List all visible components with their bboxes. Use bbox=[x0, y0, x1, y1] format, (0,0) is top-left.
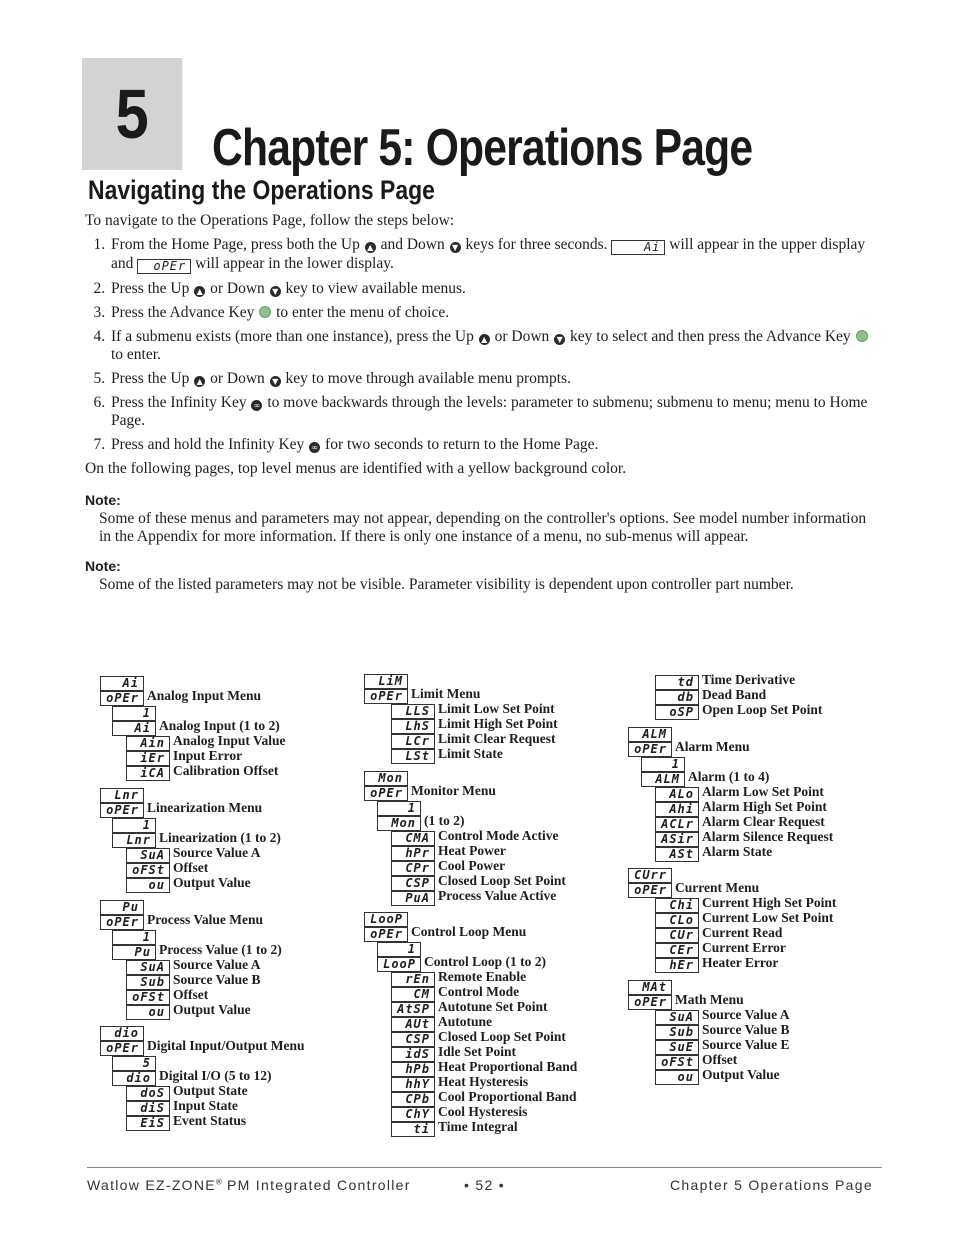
lcd-code-box: idS bbox=[391, 1047, 435, 1062]
step-item bbox=[109, 394, 875, 430]
menu-item-label: Offset bbox=[173, 987, 209, 1002]
menu-item bbox=[391, 843, 506, 858]
lcd-code-box: dio bbox=[100, 1026, 144, 1041]
menu-item-label: Input Error bbox=[173, 748, 243, 763]
menu-item bbox=[126, 1098, 238, 1113]
lcd-code-box: CSP bbox=[391, 1032, 435, 1047]
menu-item-label: Offset bbox=[173, 860, 209, 875]
step-text: From the Home Page, press both the Up bbox=[111, 236, 364, 253]
note-text: Some of these menus and parameters may not appear, depending on the controller's options. See model number information in the Appendix for more information. If there is only one instance of a menu, no sub-menus will appear. bbox=[99, 510, 867, 545]
lcd-code-box: oPEr bbox=[100, 1041, 144, 1056]
lcd-code-box: ACLr bbox=[655, 817, 699, 832]
lcd-code-box: CPr bbox=[391, 861, 435, 876]
menu-item bbox=[126, 733, 286, 748]
lcd-code-box: CPb bbox=[391, 1092, 435, 1107]
chapter-number: 5 bbox=[82, 58, 182, 170]
step-text: or Down bbox=[206, 370, 269, 387]
lcd-code-box: CEr bbox=[655, 943, 699, 958]
menu-item bbox=[126, 987, 208, 1002]
menu-item-label: Heater Error bbox=[702, 955, 779, 970]
registered-mark: ® bbox=[215, 1177, 222, 1187]
lcd-code-box: Mon bbox=[377, 816, 421, 831]
menu-item bbox=[100, 1023, 147, 1038]
menu-item bbox=[112, 942, 282, 957]
lcd-code-box: oPEr bbox=[628, 883, 672, 898]
lcd-code-box: MAt bbox=[628, 980, 672, 995]
lcd-code-box: dio bbox=[112, 1071, 156, 1086]
menu-item bbox=[628, 977, 675, 992]
menu-item bbox=[655, 829, 833, 844]
menu-item-label: Cool Hysteresis bbox=[438, 1104, 528, 1119]
lcd-code-box: oPEr bbox=[364, 689, 408, 704]
lcd-code-box: 1 bbox=[112, 706, 156, 721]
menu-item-label: Heat Hysteresis bbox=[438, 1074, 529, 1089]
step-text: to enter the menu of choice. bbox=[272, 304, 450, 321]
lcd-code-box: 1 bbox=[377, 801, 421, 816]
menu-item-label: Closed Loop Set Point bbox=[438, 1029, 566, 1044]
menu-item-label: Control Mode Active bbox=[438, 828, 559, 843]
menu-item bbox=[391, 1059, 577, 1074]
lcd-code-box: iEr bbox=[126, 751, 170, 766]
menu-item-label: Process Value Active bbox=[438, 888, 557, 903]
menu-item-label: Alarm Clear Request bbox=[702, 814, 825, 829]
up-arrow-key-icon: ▲ bbox=[194, 286, 205, 297]
lcd-code-box: Ai bbox=[112, 721, 156, 736]
lcd-code-box: 5 bbox=[112, 1056, 156, 1071]
menu-item-label: Process Value Menu bbox=[147, 912, 264, 927]
menu-item bbox=[391, 828, 558, 843]
menu-item-label: (1 to 2) bbox=[424, 813, 465, 828]
menu-item bbox=[655, 895, 836, 910]
menu-item bbox=[655, 1052, 737, 1067]
menu-item bbox=[391, 1104, 527, 1119]
note-heading: Note: bbox=[85, 558, 121, 574]
lcd-code-box: 1 bbox=[377, 942, 421, 957]
step-item bbox=[109, 370, 875, 388]
advance-key-icon bbox=[856, 330, 868, 342]
menu-item bbox=[364, 686, 480, 701]
menu-item bbox=[100, 673, 147, 688]
lcd-code-box: Sub bbox=[655, 1025, 699, 1040]
lcd-code-box: hPr bbox=[391, 846, 435, 861]
menu-item bbox=[655, 925, 782, 940]
lcd-code-box: diS bbox=[126, 1101, 170, 1116]
menu-item bbox=[641, 754, 688, 769]
intro-text: To navigate to the Operations Page, follow the steps below: bbox=[85, 212, 455, 229]
menu-item-label: Limit High Set Point bbox=[438, 716, 558, 731]
menu-item bbox=[364, 909, 411, 924]
menu-item bbox=[391, 1119, 518, 1134]
menu-item bbox=[391, 873, 566, 888]
step-text: or Down bbox=[206, 280, 269, 297]
step-text: to enter. bbox=[111, 346, 161, 363]
menu-item bbox=[628, 724, 675, 739]
lcd-code-box: CM bbox=[391, 987, 435, 1002]
menu-item bbox=[655, 940, 786, 955]
step-item bbox=[109, 280, 875, 298]
step-text: for two seconds to return to the Home Page. bbox=[321, 436, 599, 453]
menu-item bbox=[391, 1029, 566, 1044]
menu-item bbox=[126, 748, 242, 763]
menu-item bbox=[377, 813, 465, 828]
step-text: If a submenu exists (more than one instance), press the Up bbox=[111, 328, 478, 345]
menu-item bbox=[364, 924, 526, 939]
menu-item bbox=[641, 769, 769, 784]
lcd-code-box: ti bbox=[391, 1122, 435, 1137]
lcd-code-box: ou bbox=[126, 878, 170, 893]
menu-item-label: Output State bbox=[173, 1083, 248, 1098]
lcd-code-box: hhY bbox=[391, 1077, 435, 1092]
menu-item bbox=[126, 957, 261, 972]
lcd-code-box: oPEr bbox=[628, 742, 672, 757]
menu-item bbox=[112, 927, 159, 942]
lcd-code-box: hEr bbox=[655, 958, 699, 973]
menu-item-label: Offset bbox=[702, 1052, 738, 1067]
menu-item bbox=[655, 702, 822, 717]
lcd-code-box: Sub bbox=[126, 975, 170, 990]
step-text: or Down bbox=[490, 328, 554, 345]
lcd-code-box: oPEr bbox=[364, 927, 408, 942]
lcd-code-box: td bbox=[655, 675, 699, 690]
lcd-code-box: oSP bbox=[655, 705, 699, 720]
menu-item bbox=[391, 969, 526, 984]
menu-item bbox=[377, 954, 546, 969]
menu-item-label: Current Error bbox=[702, 940, 786, 955]
up-arrow-key-icon: ▲ bbox=[194, 376, 205, 387]
menu-item bbox=[100, 912, 263, 927]
up-arrow-key-icon: ▲ bbox=[479, 334, 490, 345]
infinity-key-icon: ∞ bbox=[251, 400, 262, 411]
menu-item bbox=[655, 814, 825, 829]
menu-item bbox=[112, 815, 159, 830]
footer-product-suffix: PM Integrated Controller bbox=[221, 1177, 411, 1193]
menu-item-label: Remote Enable bbox=[438, 969, 527, 984]
menu-item-label: Source Value B bbox=[702, 1022, 790, 1037]
menu-item bbox=[391, 984, 519, 999]
footer-product bbox=[87, 1177, 411, 1193]
menu-item bbox=[100, 897, 147, 912]
menu-item bbox=[391, 746, 503, 761]
menu-item-label: Analog Input Menu bbox=[147, 688, 262, 703]
menu-item-label: Control Loop (1 to 2) bbox=[424, 954, 547, 969]
lcd-code-box: oFSt bbox=[126, 863, 170, 878]
menu-item-label: Current High Set Point bbox=[702, 895, 837, 910]
steps-list bbox=[85, 236, 875, 454]
step-text: key to view available menus. bbox=[281, 280, 466, 297]
lcd-code-box: CUr bbox=[655, 928, 699, 943]
lcd-code-box: LSt bbox=[391, 749, 435, 764]
menu-item-label: Monitor Menu bbox=[411, 783, 496, 798]
menu-item-label: Closed Loop Set Point bbox=[438, 873, 566, 888]
lcd-code-box: Ain bbox=[126, 736, 170, 751]
menu-item-label: Alarm Low Set Point bbox=[702, 784, 824, 799]
lcd-code-box: CMA bbox=[391, 831, 435, 846]
lcd-code-box: Mon bbox=[364, 771, 408, 786]
menu-item bbox=[112, 718, 280, 733]
menu-item bbox=[655, 687, 766, 702]
lcd-code-box: hPb bbox=[391, 1062, 435, 1077]
menu-item-label: Time Derivative bbox=[702, 672, 796, 687]
note-heading: Note: bbox=[85, 492, 121, 508]
lcd-display-code: oPEr bbox=[137, 259, 191, 274]
menu-item bbox=[628, 992, 744, 1007]
menu-item bbox=[100, 688, 261, 703]
menu-item-label: Alarm (1 to 4) bbox=[688, 769, 770, 784]
menu-item bbox=[126, 972, 261, 987]
menu-item-label: Heat Power bbox=[438, 843, 506, 858]
menu-item bbox=[377, 939, 424, 954]
menu-item-label: Source Value A bbox=[702, 1007, 790, 1022]
lcd-code-box: oFSt bbox=[655, 1055, 699, 1070]
menu-item bbox=[655, 784, 824, 799]
menu-item bbox=[126, 1002, 251, 1017]
lcd-display-code: Ai bbox=[611, 240, 665, 255]
footer-chapter: Chapter 5 Operations Page bbox=[670, 1177, 873, 1193]
lcd-code-box: oPEr bbox=[628, 995, 672, 1010]
menu-item-label: Control Mode bbox=[438, 984, 520, 999]
menu-item bbox=[112, 1068, 272, 1083]
section-title: Navigating the Operations Page bbox=[88, 175, 435, 205]
menu-item-label: Control Loop Menu bbox=[411, 924, 527, 939]
step-text: will appear in the lower display. bbox=[191, 255, 394, 272]
menu-item-label: Alarm State bbox=[702, 844, 773, 859]
note-text: Some of the listed parameters may not be visible. Parameter visibility is dependent upon controller part number. bbox=[99, 576, 794, 593]
menu-item bbox=[655, 1007, 790, 1022]
lcd-code-box: Pu bbox=[100, 900, 144, 915]
menu-item bbox=[391, 858, 505, 873]
menu-item bbox=[100, 1038, 305, 1053]
menu-item bbox=[655, 1037, 790, 1052]
menu-item-label: Alarm Silence Request bbox=[702, 829, 834, 844]
menu-item bbox=[655, 1022, 790, 1037]
step-text: Press the Infinity Key bbox=[111, 394, 251, 411]
menu-item bbox=[126, 875, 251, 890]
lcd-code-box: ASt bbox=[655, 847, 699, 862]
menu-item bbox=[391, 1074, 528, 1089]
menu-item-label: Process Value (1 to 2) bbox=[159, 942, 282, 957]
infinity-key-icon: ∞ bbox=[309, 442, 320, 453]
menu-item-label: Cool Power bbox=[438, 858, 506, 873]
lcd-code-box: LhS bbox=[391, 719, 435, 734]
menu-item bbox=[391, 1014, 492, 1029]
lcd-code-box: CUrr bbox=[628, 868, 672, 883]
lcd-code-box: AtSP bbox=[391, 1002, 435, 1017]
lcd-code-box: SuA bbox=[655, 1010, 699, 1025]
body-text bbox=[85, 212, 875, 606]
lcd-code-box: LooP bbox=[377, 957, 421, 972]
menu-item bbox=[628, 739, 750, 754]
lcd-code-box: CLo bbox=[655, 913, 699, 928]
menu-item bbox=[628, 865, 675, 880]
menu-item-label: Analog Input Value bbox=[173, 733, 286, 748]
lcd-code-box: Chi bbox=[655, 898, 699, 913]
step-text: key to select and then press the Advance Key bbox=[566, 328, 855, 345]
lcd-code-box: db bbox=[655, 690, 699, 705]
menu-item bbox=[126, 1083, 248, 1098]
menu-item-label: Source Value E bbox=[702, 1037, 790, 1052]
menu-item bbox=[100, 785, 147, 800]
menu-item-label: Analog Input (1 to 2) bbox=[159, 718, 280, 733]
menu-item bbox=[628, 880, 759, 895]
menu-item-label: Heat Proportional Band bbox=[438, 1059, 578, 1074]
menu-item-label: Autotune Set Point bbox=[438, 999, 548, 1014]
menu-item-label: Alarm High Set Point bbox=[702, 799, 827, 814]
advance-key-icon bbox=[259, 306, 271, 318]
menu-item bbox=[655, 672, 795, 687]
lcd-code-box: Lnr bbox=[112, 833, 156, 848]
menu-item-label: Source Value B bbox=[173, 972, 261, 987]
menu-item bbox=[391, 1044, 516, 1059]
menu-item bbox=[655, 955, 778, 970]
lcd-code-box: Pu bbox=[112, 945, 156, 960]
lcd-code-box: LLS bbox=[391, 704, 435, 719]
menu-item-label: Idle Set Point bbox=[438, 1044, 517, 1059]
lcd-code-box: PuA bbox=[391, 891, 435, 906]
lcd-code-box: doS bbox=[126, 1086, 170, 1101]
menu-item-label: Limit Clear Request bbox=[438, 731, 556, 746]
menu-item-label: Linearization (1 to 2) bbox=[159, 830, 281, 845]
menu-item bbox=[126, 763, 278, 778]
lcd-code-box: oPEr bbox=[100, 691, 144, 706]
step-text: and Down bbox=[376, 236, 449, 253]
menu-item-label: Output Value bbox=[702, 1067, 780, 1082]
footer-divider bbox=[87, 1167, 882, 1168]
lcd-code-box: SuA bbox=[126, 960, 170, 975]
after-text: On the following pages, top level menus are identified with a yellow background color. bbox=[85, 460, 627, 477]
menu-item bbox=[391, 701, 555, 716]
menu-item bbox=[112, 830, 281, 845]
menu-item-label: Source Value A bbox=[173, 845, 261, 860]
menu-item bbox=[391, 1089, 577, 1104]
menu-item bbox=[655, 910, 833, 925]
menu-item bbox=[126, 860, 208, 875]
lcd-code-box: ASir bbox=[655, 832, 699, 847]
menu-item bbox=[391, 888, 556, 903]
step-text: Press and hold the Infinity Key bbox=[111, 436, 309, 453]
lcd-code-box: iCA bbox=[126, 766, 170, 781]
lcd-code-box: oPEr bbox=[100, 803, 144, 818]
menu-item-label: Dead Band bbox=[702, 687, 767, 702]
footer-product-name: Watlow EZ-ZONE bbox=[87, 1177, 216, 1193]
step-text: Press the Advance Key bbox=[111, 304, 259, 321]
menu-item-label: Source Value A bbox=[173, 957, 261, 972]
lcd-code-box: EiS bbox=[126, 1116, 170, 1131]
menu-item-label: Digital Input/Output Menu bbox=[147, 1038, 305, 1053]
menu-item-label: Calibration Offset bbox=[173, 763, 279, 778]
lcd-code-box: ALM bbox=[641, 772, 685, 787]
lcd-code-box: oPEr bbox=[100, 915, 144, 930]
lcd-code-box: CSP bbox=[391, 876, 435, 891]
step-text: Press the Up bbox=[111, 280, 194, 297]
step-item bbox=[109, 236, 875, 274]
lcd-code-box: oFSt bbox=[126, 990, 170, 1005]
step-text: to move backwards through the levels: parameter to submenu; submenu to menu; menu to Home Page. bbox=[111, 394, 868, 429]
step-text: Press the Up bbox=[111, 370, 194, 387]
menu-item bbox=[100, 800, 262, 815]
step-item bbox=[109, 436, 875, 454]
down-arrow-key-icon: ▼ bbox=[554, 334, 565, 345]
lcd-code-box: LiM bbox=[364, 674, 408, 689]
lcd-code-box: rEn bbox=[391, 972, 435, 987]
menu-item-label: Output Value bbox=[173, 875, 251, 890]
lcd-code-box: oPEr bbox=[364, 786, 408, 801]
menu-item-label: Input State bbox=[173, 1098, 238, 1113]
lcd-code-box: 1 bbox=[112, 818, 156, 833]
footer-page-number: • 52 • bbox=[464, 1177, 505, 1193]
menu-item-label: Cool Proportional Band bbox=[438, 1089, 577, 1104]
lcd-code-box: 1 bbox=[641, 757, 685, 772]
menu-item bbox=[377, 798, 424, 813]
menu-item bbox=[391, 999, 548, 1014]
lcd-code-box: SuE bbox=[655, 1040, 699, 1055]
menu-item bbox=[126, 845, 261, 860]
menu-item-label: Math Menu bbox=[675, 992, 744, 1007]
menu-item bbox=[655, 844, 772, 859]
lcd-code-box: Ai bbox=[100, 676, 144, 691]
step-text: key to move through available menu prompts. bbox=[281, 370, 571, 387]
step-text: keys for three seconds. bbox=[461, 236, 612, 253]
menu-item-label: Digital I/O (5 to 12) bbox=[159, 1068, 272, 1083]
lcd-code-box: Lnr bbox=[100, 788, 144, 803]
menu-item bbox=[112, 703, 159, 718]
menu-item bbox=[364, 783, 496, 798]
menu-item-label: Current Menu bbox=[675, 880, 760, 895]
lcd-code-box: 1 bbox=[112, 930, 156, 945]
menu-item bbox=[391, 716, 558, 731]
lcd-code-box: SuA bbox=[126, 848, 170, 863]
lcd-code-box: LooP bbox=[364, 912, 408, 927]
lcd-code-box: AUt bbox=[391, 1017, 435, 1032]
step-item bbox=[109, 304, 875, 322]
menu-item-label: Output Value bbox=[173, 1002, 251, 1017]
lcd-code-box: LCr bbox=[391, 734, 435, 749]
lcd-code-box: Ahi bbox=[655, 802, 699, 817]
menu-item-label: Limit State bbox=[438, 746, 503, 761]
menu-item-label: Limit Low Set Point bbox=[438, 701, 555, 716]
down-arrow-key-icon: ▼ bbox=[270, 286, 281, 297]
lcd-code-box: ou bbox=[126, 1005, 170, 1020]
down-arrow-key-icon: ▼ bbox=[450, 242, 461, 253]
chapter-title: Chapter 5: Operations Page bbox=[212, 119, 753, 177]
menu-item bbox=[126, 1113, 246, 1128]
menu-item bbox=[655, 1067, 780, 1082]
menu-item-label: Open Loop Set Point bbox=[702, 702, 823, 717]
lcd-code-box: ou bbox=[655, 1070, 699, 1085]
menu-item-label: Time Integral bbox=[438, 1119, 518, 1134]
lcd-code-box: ALM bbox=[628, 727, 672, 742]
menu-item bbox=[655, 799, 827, 814]
down-arrow-key-icon: ▼ bbox=[270, 376, 281, 387]
menu-item-label: Event Status bbox=[173, 1113, 247, 1128]
lcd-code-box: ALo bbox=[655, 787, 699, 802]
menu-item bbox=[364, 768, 411, 783]
menu-item bbox=[391, 731, 556, 746]
up-arrow-key-icon: ▲ bbox=[365, 242, 376, 253]
menu-item-label: Alarm Menu bbox=[675, 739, 750, 754]
step-text: will appear in the upper display and bbox=[111, 236, 866, 272]
lcd-code-box: ChY bbox=[391, 1107, 435, 1122]
step-item bbox=[109, 328, 875, 364]
menu-item-label: Linearization Menu bbox=[147, 800, 263, 815]
menu-item-label: Current Low Set Point bbox=[702, 910, 834, 925]
menu-item-label: Limit Menu bbox=[411, 686, 481, 701]
menu-item bbox=[364, 671, 411, 686]
menu-item-label: Autotune bbox=[438, 1014, 493, 1029]
menu-item bbox=[112, 1053, 159, 1068]
menu-item-label: Current Read bbox=[702, 925, 783, 940]
